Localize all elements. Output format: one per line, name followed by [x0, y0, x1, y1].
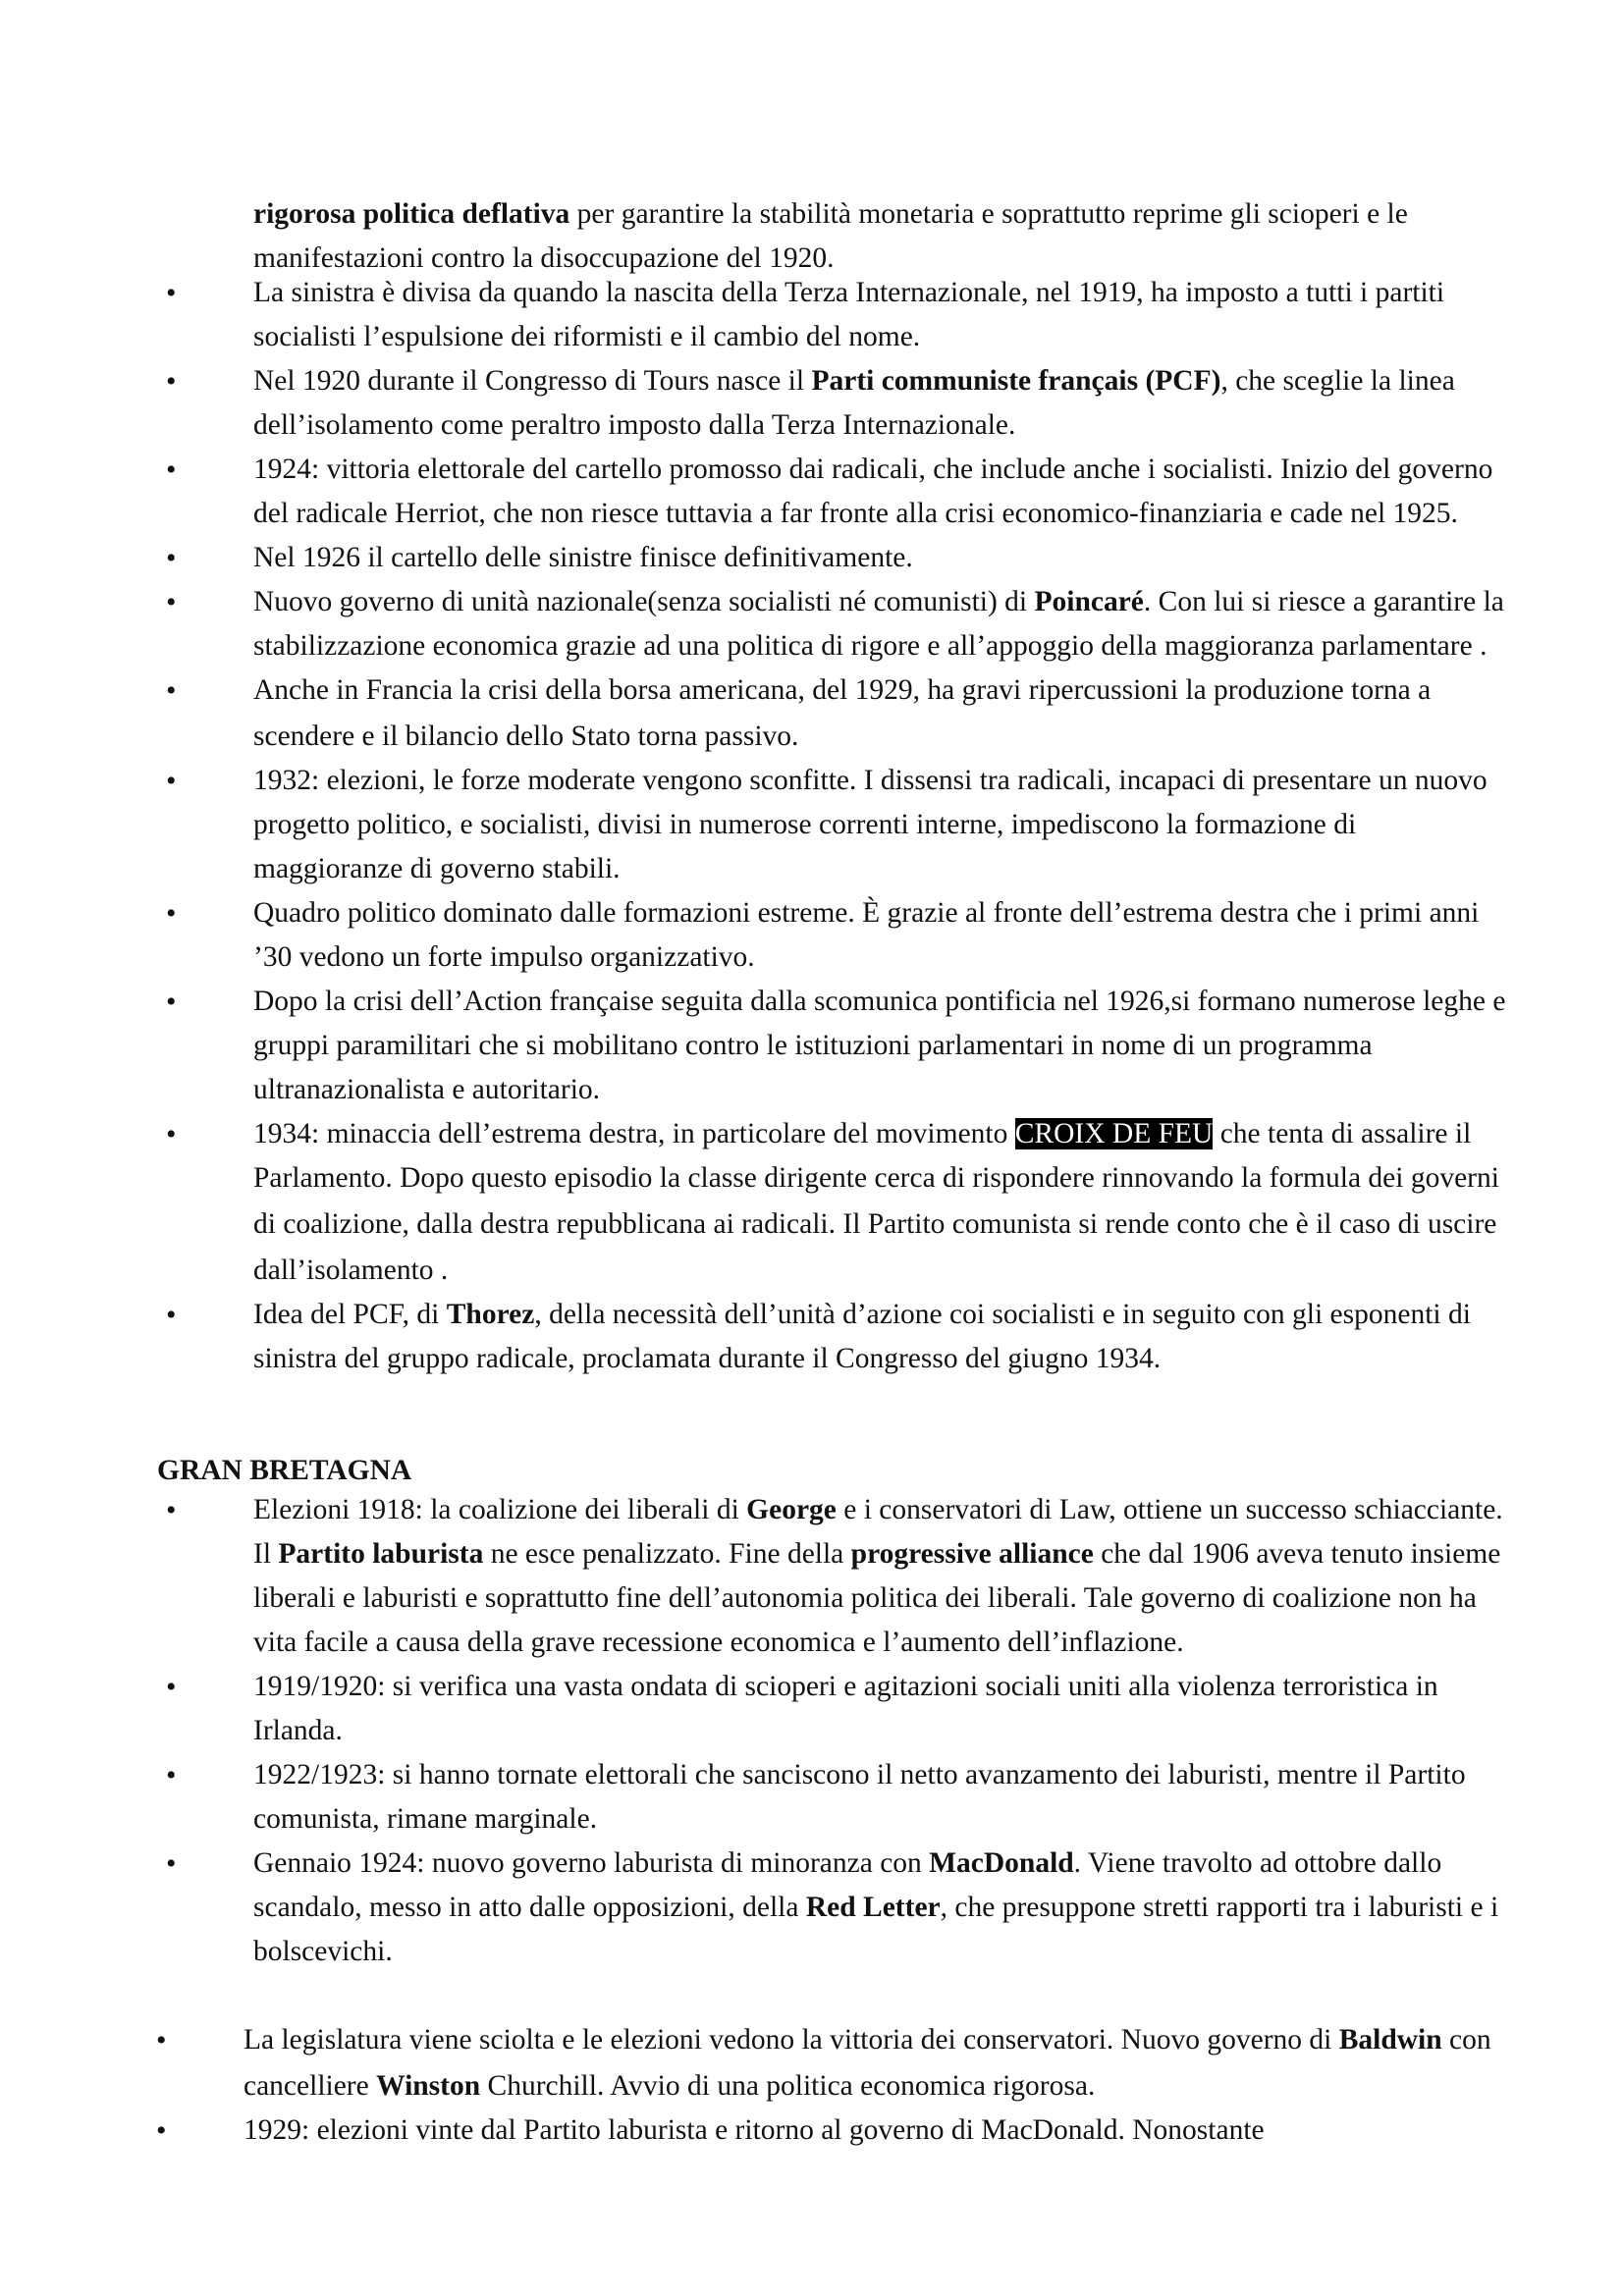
list-item: • 1922/1923: si hanno tornate elettorali che sanciscono il netto avanzamento dei laburisti, mentre il Partito comunista, rimane marginale.	[206, 1753, 1512, 1842]
list-item: • Dopo la crisi dell’Action française seguita dalla scomunica pontificia nel 1926,si formano numerose leghe e gruppi paramilitari che si mobilitano contro le istituzioni parlamentari in nome di un programma ultranazionalista e autoritario.	[206, 980, 1512, 1112]
list-item: • 1934: minaccia dell’estrema destra, in particolare del movimento CROIX DE FEU che tenta di assalire il Parlamento. Dopo questo episodio la classe dirigente cerca di rispondere rinnovando la formula dei governi di coalizione, dalla destra repubblicana ai radicali. Il Partito comunista si rende conto che è il caso di uscire dall’isolamento .	[206, 1112, 1512, 1293]
france-bullet-list	[206, 271, 1512, 1381]
bold-term: Parti communiste français (PCF)	[811, 365, 1221, 397]
bold-term: Poincaré	[1034, 586, 1144, 617]
list-item: • Nel 1920 durante il Congresso di Tours nasce il Parti communiste français (PCF), che sceglie la linea dell’isolamento come peraltro imposto dalla Terza Internazionale.	[206, 359, 1512, 448]
bold-term: Partito laburista	[278, 1538, 484, 1570]
bold-term: Thorez	[446, 1299, 535, 1330]
list-item: • Nuovo governo di unità nazionale(senza socialisti né comunisti) di Poincaré. Con lui si riesce a garantire la stabilizzazione economica grazie ad una politica di rigore e all’appoggio della maggioranza parlamentare .	[206, 580, 1512, 668]
bold-term: rigorosa politica deflativa	[253, 198, 570, 230]
list-item: • Idea del PCF, di Thorez, della necessità dell’unità d’azione coi socialisti e in seguito con gli esponenti di sinistra del gruppo radicale, proclamata durante il Congresso del giugno 1934.	[206, 1293, 1512, 1381]
highlighted-term: CROIX DE FEU	[1014, 1118, 1214, 1149]
list-item: • Quadro politico dominato dalle formazioni estreme. È grazie al fronte dell’estrema destra che i primi anni ’30 vedono un forte impulso organizzativo.	[206, 891, 1512, 980]
list-item: • Nel 1926 il cartello delle sinistre finisce definitivamente.	[206, 536, 1512, 580]
bold-term: Winston	[376, 2070, 481, 2102]
list-item: • Anche in Francia la crisi della borsa americana, del 1929, ha gravi ripercussioni la produzione torna a scendere e il bilancio dello Stato torna passivo.	[206, 668, 1512, 759]
bold-term: MacDonald	[929, 1847, 1074, 1879]
list-item: • Elezioni 1918: la coalizione dei liberali di George e i conservatori di Law, ottiene un successo schiacciante. Il Partito laburista ne esce penalizzato. Fine della progressive alliance che dal 1906 aveva tenuto insieme liberali e laburisti e soprattutto fine dell’autonomia politica dei liberali. Tale governo di coalizione non ha vita facile a causa della grave recessione economica e l’aumento dell’inflazione.	[206, 1488, 1512, 1665]
bold-term: progressive alliance	[850, 1538, 1094, 1570]
list-item: • La sinistra è divisa da quando la nascita della Terza Internazionale, nel 1919, ha imposto a tutti i partiti socialisti l’espulsione dei riformisti e il cambio del nome.	[206, 271, 1512, 359]
list-item: • 1924: vittoria elettorale del cartello promosso dai radicali, che include anche i socialisti. Inizio del governo del radicale Herriot, che non riesce tuttavia a far fronte alla crisi economico-finanziaria e cade nel 1925.	[206, 448, 1512, 536]
gb-bullet-list	[206, 1488, 1512, 1974]
section-heading: GRAN BRETAGNA	[157, 1455, 412, 1486]
list-item: • 1919/1920: si verifica una vasta ondata di scioperi e agitazioni sociali uniti alla violenza terroristica in Irlanda.	[206, 1665, 1512, 1753]
list-item: • Gennaio 1924: nuovo governo laburista di minoranza con MacDonald. Viene travolto ad ottobre dallo scandalo, messo in atto dalle opposizioni, della Red Letter, che presuppone stretti rapporti tra i laburisti e i bolscevichi.	[206, 1842, 1512, 1974]
continuation-paragraph: rigorosa politica deflativa per garantire la stabilità monetaria e soprattutto reprime gli scioperi e le manifestazioni contro la disoccupazione del 1920.	[253, 198, 1408, 274]
list-item: • 1929: elezioni vinte dal Partito laburista e ritorno al governo di MacDonald. Nonostante	[196, 2109, 1512, 2153]
list-item: • La legislatura viene sciolta e le elezioni vedono la vittoria dei conservatori. Nuovo governo di Baldwin con cancelliere Winston Churchill. Avvio di una politica economica rigorosa.	[196, 2018, 1512, 2109]
bold-term: Baldwin	[1338, 2024, 1442, 2056]
bold-term: George	[746, 1494, 837, 1525]
bold-term: Red Letter	[805, 1892, 941, 1923]
list-item: • 1932: elezioni, le forze moderate vengono sconfitte. I dissensi tra radicali, incapaci di presentare un nuovo progetto politico, e socialisti, divisi in numerose correnti interne, impediscono la formazione di maggioranze di governo stabili.	[206, 759, 1512, 891]
gb-bullet-list-continued	[196, 2018, 1512, 2153]
